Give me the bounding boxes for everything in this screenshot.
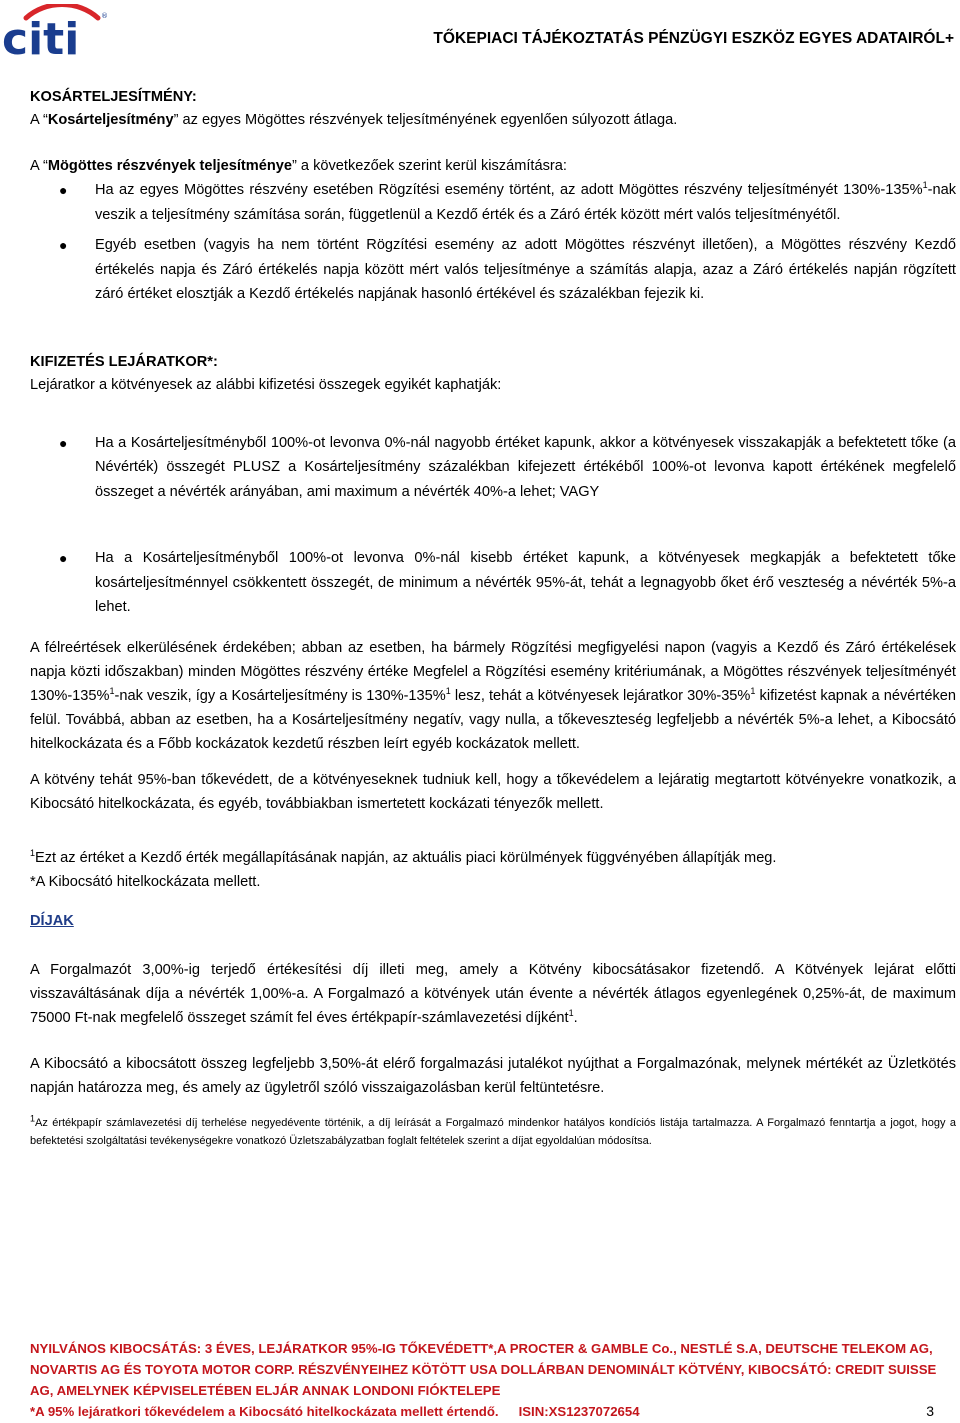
basket-definition — [30, 108, 956, 132]
svg-text:®: ® — [101, 12, 108, 20]
text: A Forgalmazót 3,00%-ig terjedő értékesítési díj illeti meg, amely a Kötvény kibocsátásakor fizetendő. A Kötvények lejárat előtti visszaváltásának díja a névérték 1,00%-a. A Forgalmazó a kötvények után évente a névérték átlagos egyenlegének 0,25%-át, de maximum 75000 Ft-nak megfelelő összeget számít fel éves értékpapír-számlavezetési díjként — [30, 961, 956, 1026]
footer-line-4 — [30, 1401, 950, 1422]
footnote-ref: 1 — [445, 685, 451, 696]
footer-line-2: NOVARTIS AG ÉS TOYOTA MOTOR CORP. RÉSZVÉNYEIHEZ KÖTÖTT USA DOLLÁRBAN DENOMINÁLT KÖTVÉNY, KIBOCSÁTÓ: CREDIT SUISSE — [30, 1362, 937, 1377]
footnote-ref: 1 — [568, 1007, 574, 1018]
footer — [30, 1338, 950, 1422]
text: Ezt az értéket a Kezdő érték megállapításának napján, az aktuális piaci körülmények függvényében állapítják meg. — [35, 849, 777, 866]
list-item — [30, 178, 956, 227]
capital-protection-note: A kötvény tehát 95%-ban tőkevédett, de a kötvényeseknek tudniuk kell, hogy a tőkevédelem a lejáratig megtartott kötvényekre vonatkozik, a Kibocsátó hitelkockázata, és egyéb, továbbiakban ismertetett kockázati tényezők mellett. — [30, 771, 956, 812]
text: A félreértések elkerülésének érdekében; abban az esetben, ha bármely Rögzítési megfigyelési napon (vagyis a Kezdő és Záró értékelések napja közti időszakban) minden Mögöttes részvény értéke Megfelel a Rögzítési esemény kritériumának, a Mögöttes részvények teljesítményét 130%-135% — [30, 639, 956, 704]
list-item — [30, 546, 956, 620]
document-title: TŐKEPIACI TÁJÉKOZTATÁS PÉNZÜGYI ESZKÖZ EGYES ADATAIRÓL+ — [433, 30, 954, 47]
performance-definition — [30, 154, 956, 178]
logo-text: citi — [2, 14, 80, 58]
basket-heading: KOSÁRTELJESÍTMÉNY: — [30, 89, 197, 105]
text: Ha az egyes Mögöttes részvény esetében Rögzítési esemény történt, az adott Mögöttes részvény teljesítményét 130%-135% — [95, 182, 923, 198]
definition-text: ” a következőek szerint kerül kiszámításra: — [291, 158, 567, 174]
page-number: 3 — [926, 1403, 934, 1419]
bullet-icon: ● — [59, 550, 68, 566]
text: Ha a Kosárteljesítményből 100%-ot levonva 0%-nál kisebb értéket kapunk, a kötvényesek megkapják a befektetett tőke kosárteljesítménnyel csökkentett összegét, de minimum a névérték 95%-át, tehát a legnagyobb őket érő veszteség a névérték 5%-a lehet. — [95, 550, 956, 615]
footer-line-3: AG, AMELYNEK KÉPVISELETÉBEN ELJÁR ANNAK LONDONI FIÓKTELEPE — [30, 1383, 501, 1398]
content — [30, 86, 956, 1150]
text: Egyéb esetben (vagyis ha nem történt Rögzítési esemény az adott Mögöttes részvényt illetően), a Mögöttes részvény Kezdő értékelés napja és Záró értékelés napja között mért valós teljesítménye a számítás alapja, azaz a Záró értékelés napján rögzített záró értéket elosztják a Kezdő értékelés napjának hasonló értékével és százalékban fejezik ki. — [95, 237, 956, 302]
term-kosarteljesitmeny: Kosárteljesítmény — [47, 112, 174, 128]
footnote-1 — [30, 846, 956, 870]
quote-open: A “ — [30, 112, 48, 128]
payout-options — [30, 431, 956, 620]
text: . — [573, 1009, 578, 1026]
text: Ha a Kosárteljesítményből 100%-ot levonva 0%-nál nagyobb értéket kapunk, akkor a kötvényesek visszakapják a befektetett tőke (a Névérték) összegét PLUSZ a Kosárteljesítmény százalékban kifejezett értékéből 100%-ot levonva kapott értékének megfelelő összeget a névérték arányában, ami maximum a névérték 40%-a lehet; VAGY — [95, 434, 956, 500]
text: kifizetést kapnak a névértéken felül. Továbbá, abban az esetben, ha a Kosárteljesítmény negatív, vagy nulla, a tőkeveszteség legfeljebb a névérték 5%-a lehet, a Kibocsátó hitelkockázata és a Főbb kockázatok kezdetű részben leírt egyéb kockázatok mellett. — [30, 687, 956, 752]
text: Az értékpapír számlavezetési díj terhelése negyedévente történik, a díj leírását a Forgalmazó mindenkor hatályos kondíciós listája tartalmazza. A Forgalmazó fenntartja a jogot, hogy a befektetési szolgáltatási tevékenységekre vonatkozó Üzletszabályzatban foglalt feltételek szerint a díjat egyoldalúan módosítsa. — [30, 1116, 956, 1147]
performance-rules — [30, 178, 956, 307]
citi-logo — [2, 4, 112, 58]
footnote-credit-risk: *A Kibocsátó hitelkockázata mellett. — [30, 873, 261, 890]
footer-disclaimer: *A 95% lejáratkori tőkevédelem a Kibocsátó hitelkockázata mellett értendő. — [30, 1404, 499, 1419]
fees-heading: DÍJAK — [30, 912, 74, 929]
quote-open: A “ — [30, 158, 48, 174]
footnote-ref: 1 — [30, 847, 36, 858]
definition-text: ” az egyes Mögöttes részvények teljesítményének egyenlően súlyozott átlaga. — [173, 112, 678, 128]
footnote-ref: 1 — [750, 685, 756, 696]
text: -nak veszik a teljesítmény számítása során, függetlenül a Kezdő érték és a Záró érték között mért valós teljesítményétől. — [95, 182, 956, 223]
commission-paragraph: A Kibocsátó a kibocsátott összeg legfeljebb 3,50%-át elérő forgalmazási jutalékot nyújthat a Forgalmazónak, melynek mértékét az Üzletkötés napján határozza meg, és amely az ügyletről szóló visszaigazolásban kerül feltüntetésre. — [30, 1055, 956, 1096]
text: -nak veszik, így a Kosárteljesítmény is 130%-135% — [114, 687, 446, 704]
bullet-icon: ● — [59, 182, 68, 198]
list-item — [30, 431, 956, 505]
bullet-icon: ● — [59, 237, 68, 253]
footnote-ref: 1 — [30, 1112, 36, 1123]
footer-line-1: NYILVÁNOS KIBOCSÁTÁS: 3 ÉVES, LEJÁRATKOR 95%-IG TŐKEVÉDETT*,A PROCTER & GAMBLE Co., NESTLÉ S.A, DEUTSCHE TELEKOM AG, — [30, 1341, 933, 1356]
list-item — [30, 233, 956, 307]
fees-footnote — [30, 1114, 956, 1150]
fees-paragraph — [30, 958, 956, 1030]
payout-intro: Lejáratkor a kötvényesek az alábbi kifizetési összegek egyikét kaphatják: — [30, 376, 502, 393]
bullet-icon: ● — [59, 434, 68, 451]
text: lesz, tehát a kötvényesek lejáratkor 30%-35% — [450, 687, 751, 704]
footnote-ref: 1 — [922, 180, 928, 191]
term-mogottes-teljesitmeny: Mögöttes részvények teljesítménye — [47, 158, 292, 174]
payout-clarification — [30, 636, 956, 756]
isin-code: ISIN:XS1237072654 — [518, 1404, 640, 1419]
footnote-ref: 1 — [109, 685, 115, 696]
payout-heading: KIFIZETÉS LEJÁRATKOR*: — [30, 353, 218, 370]
